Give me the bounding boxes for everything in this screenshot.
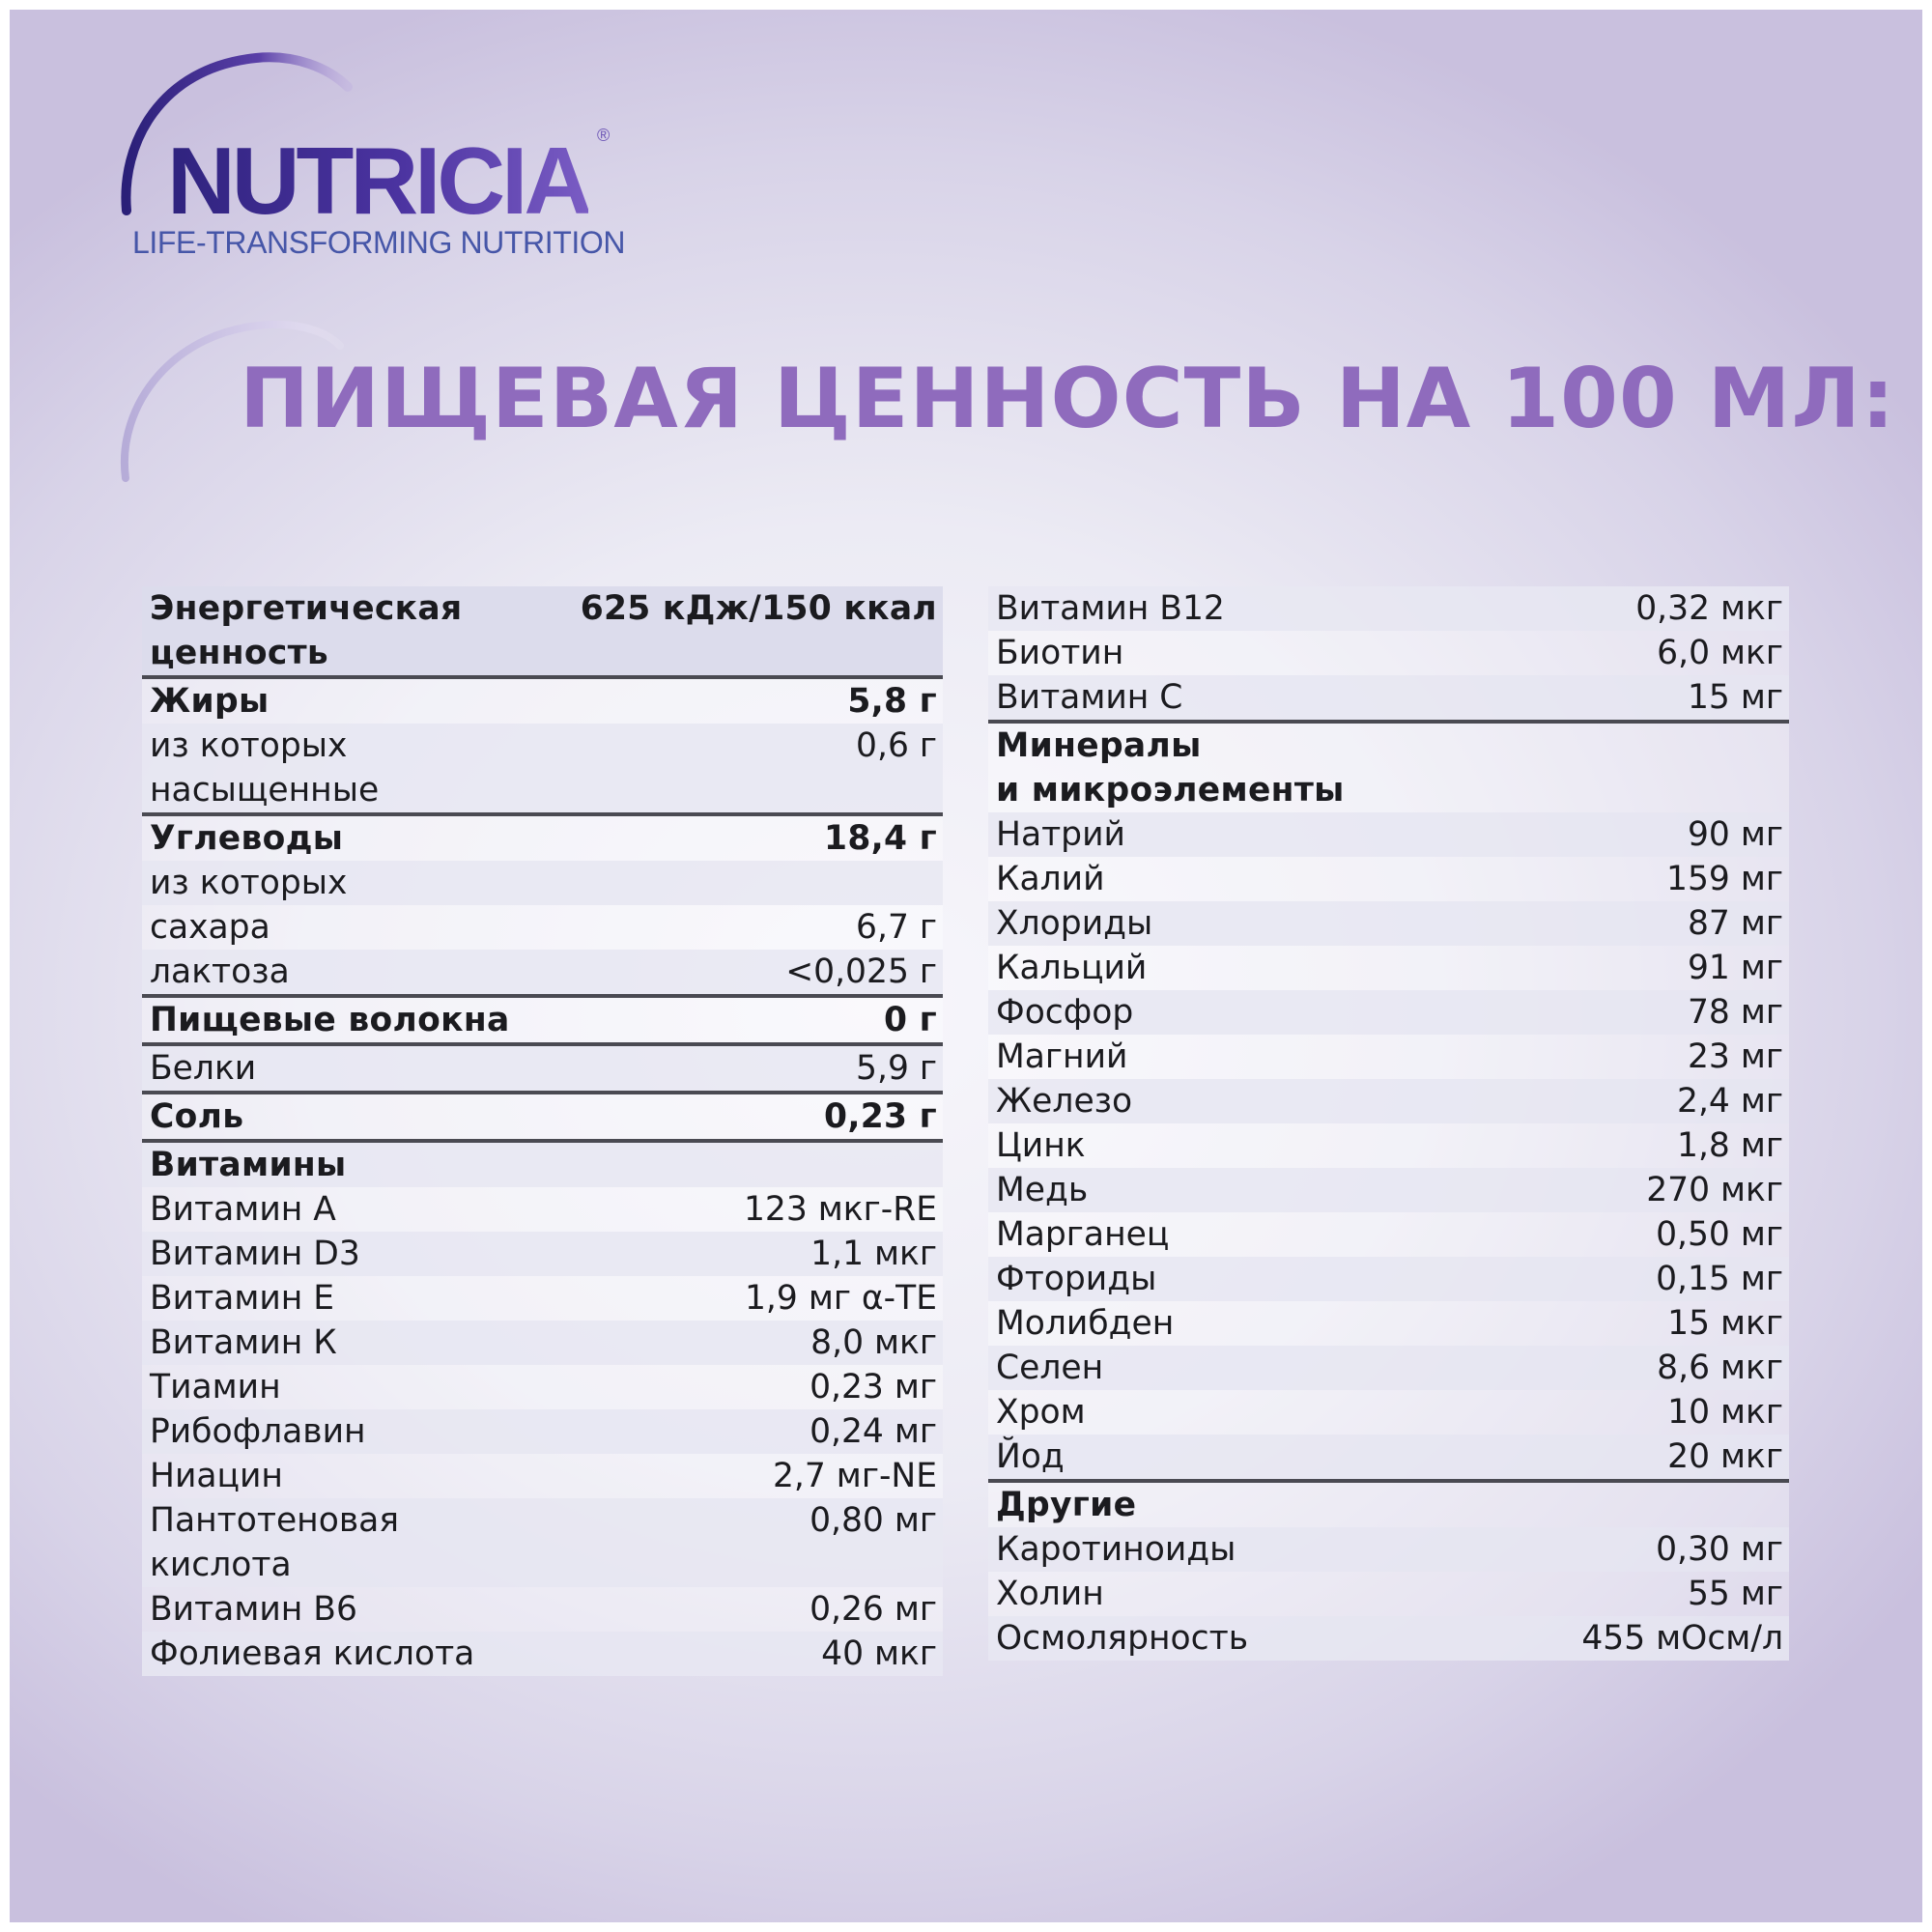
nutrient-value: 159 мг [1666, 860, 1783, 898]
nutrient-value: 455 мОсм/л [1581, 1619, 1783, 1658]
nutrient-label: Холин [996, 1575, 1104, 1613]
nutrient-label: Витамин А [150, 1190, 336, 1229]
nutrition-row [988, 946, 1789, 990]
nutrient-value: 2,7 мг-NE [772, 1457, 937, 1495]
nutrition-row [142, 679, 943, 724]
nutrient-label: сахара [150, 908, 270, 947]
nutrient-value: 625 кДж/150 ккал [580, 589, 937, 628]
nutrient-label: Жиры [150, 682, 270, 721]
nutrition-row [142, 861, 943, 905]
nutrient-value: 0,26 мг [810, 1590, 937, 1629]
nutrient-label: Магний [996, 1037, 1128, 1076]
nutrient-label: Марганец [996, 1215, 1170, 1254]
nutrient-label: Молибден [996, 1304, 1175, 1343]
nutrition-row [142, 1094, 943, 1143]
nutrient-value: 270 мкг [1646, 1171, 1783, 1209]
registered-mark: ® [597, 126, 611, 145]
nutrient-label: Тиамин [150, 1368, 281, 1406]
nutrient-label: Витамины [150, 1146, 347, 1184]
nutrition-row [988, 724, 1789, 812]
nutricia-logo [111, 48, 633, 270]
nutrition-row [988, 1079, 1789, 1123]
nutrition-row [988, 1527, 1789, 1572]
nutrient-label: Калий [996, 860, 1105, 898]
nutrient-value: 0 г [884, 1001, 937, 1039]
nutrient-label: Другие [996, 1486, 1137, 1524]
nutrient-label: Витамин В6 [150, 1590, 357, 1629]
nutrition-row [988, 631, 1789, 675]
nutrient-label: Осмолярность [996, 1619, 1249, 1658]
nutrition-row [988, 1390, 1789, 1435]
nutrient-label: Углеводы [150, 819, 344, 858]
nutrient-label: Витамин К [150, 1323, 337, 1362]
nutrient-label: Железо [996, 1082, 1133, 1121]
nutrient-value: 15 мкг [1667, 1304, 1783, 1343]
nutrition-row [988, 1212, 1789, 1257]
nutrition-row [142, 1187, 943, 1232]
nutrient-label: Хром [996, 1393, 1086, 1432]
nutrient-label: Пантотеновая кислота [150, 1501, 400, 1584]
nutrient-value: 8,0 мкг [810, 1323, 937, 1362]
nutrient-label: Фториды [996, 1260, 1157, 1298]
nutrient-label: Энергетическая ценность [150, 589, 463, 672]
nutrition-row [988, 901, 1789, 946]
nutrition-row [142, 724, 943, 816]
nutrition-row [988, 586, 1789, 631]
nutrient-value: 91 мг [1687, 949, 1783, 987]
nutrient-value: 0,6 г [856, 726, 937, 765]
nutrient-value: 87 мг [1687, 904, 1783, 943]
nutrient-value: 0,23 мг [810, 1368, 937, 1406]
nutrition-row [142, 998, 943, 1046]
nutrient-value: 40 мкг [821, 1634, 937, 1673]
nutrition-row [142, 586, 943, 679]
nutrition-row [142, 1276, 943, 1321]
nutrition-row [142, 905, 943, 950]
nutrient-value: 18,4 г [824, 819, 937, 858]
nutrient-value: 0,50 мг [1656, 1215, 1783, 1254]
nutrition-row [142, 816, 943, 861]
nutrition-row [142, 1454, 943, 1498]
nutrient-value: 5,9 г [856, 1049, 937, 1088]
nutrient-value: 1,9 мг α-ТЕ [744, 1279, 937, 1318]
nutrition-row [142, 1498, 943, 1587]
nutrient-label: Фосфор [996, 993, 1134, 1032]
nutrient-label: Белки [150, 1049, 257, 1088]
nutrition-card [10, 10, 1922, 1922]
nutrient-value: 0,24 мг [810, 1412, 937, 1451]
nutrition-row [988, 1483, 1789, 1527]
nutrient-value: 5,8 г [847, 682, 937, 721]
nutrition-row [988, 1616, 1789, 1661]
nutrient-value: 55 мг [1687, 1575, 1783, 1613]
logo-wordmark: NUTRICIA [167, 128, 589, 234]
nutrient-value: 0,30 мг [1656, 1530, 1783, 1569]
nutrient-label: Медь [996, 1171, 1089, 1209]
nutrition-row [988, 1035, 1789, 1079]
nutrient-value: 1,1 мкг [810, 1235, 937, 1273]
nutrient-label: лактоза [150, 952, 290, 991]
nutrition-row [988, 1123, 1789, 1168]
nutrient-value: 10 мкг [1667, 1393, 1783, 1432]
nutrition-row [988, 857, 1789, 901]
nutrient-label: Витамин В12 [996, 589, 1225, 628]
nutrient-label: Хлориды [996, 904, 1153, 943]
nutrient-label: Йод [996, 1437, 1065, 1476]
nutrient-value: 0,32 мкг [1635, 589, 1783, 628]
nutrition-row [988, 1346, 1789, 1390]
nutrient-label: Минералы и микроэлементы [996, 726, 1345, 810]
nutrition-row [988, 1572, 1789, 1616]
nutrient-value: 20 мкг [1667, 1437, 1783, 1476]
nutrition-row [988, 1257, 1789, 1301]
nutrition-row [988, 1168, 1789, 1212]
nutrient-value: <0,025 г [785, 952, 937, 991]
nutrient-label: Цинк [996, 1126, 1086, 1165]
nutrient-label: Соль [150, 1097, 244, 1136]
nutrient-value: 23 мг [1687, 1037, 1783, 1076]
nutrient-value: 8,6 мкг [1657, 1349, 1783, 1387]
nutrient-value: 6,0 мкг [1657, 634, 1783, 672]
nutrient-value: 1,8 мг [1677, 1126, 1783, 1165]
nutrition-row [142, 1143, 943, 1187]
nutrient-value: 6,7 г [856, 908, 937, 947]
nutrient-value: 78 мг [1687, 993, 1783, 1032]
nutrient-value: 0,80 мг [810, 1501, 937, 1540]
nutrition-row [988, 812, 1789, 857]
nutrient-label: Фолиевая кислота [150, 1634, 475, 1673]
nutrient-label: Рибофлавин [150, 1412, 366, 1451]
nutrient-value: 90 мг [1687, 815, 1783, 854]
nutrient-label: из которых насыщенные [150, 726, 380, 810]
nutrition-row [142, 1587, 943, 1632]
nutrition-row [988, 1435, 1789, 1483]
nutrient-label: Ниацин [150, 1457, 283, 1495]
nutrition-row [142, 1632, 943, 1676]
nutrient-value: 15 мг [1687, 678, 1783, 717]
nutrition-row [142, 1321, 943, 1365]
nutrition-row [142, 1232, 943, 1276]
nutrition-row [988, 990, 1789, 1035]
nutrient-label: Пищевые волокна [150, 1001, 510, 1039]
nutrition-table-right [988, 586, 1789, 1661]
nutrient-value: 123 мкг-RE [743, 1190, 937, 1229]
nutrient-value: 0,23 г [824, 1097, 937, 1136]
nutrition-table-left [142, 586, 943, 1676]
nutrient-label: Кальций [996, 949, 1148, 987]
nutrient-label: Селен [996, 1349, 1104, 1387]
nutrient-value: 2,4 мг [1677, 1082, 1783, 1121]
nutrient-label: Витамин С [996, 678, 1183, 717]
nutrient-label: Витамин Е [150, 1279, 335, 1318]
logo-tagline: LIFE-TRANSFORMING NUTRITION [132, 225, 626, 260]
nutrition-row [142, 1409, 943, 1454]
nutrient-label: из которых [150, 864, 348, 902]
nutrient-label: Каротиноиды [996, 1530, 1236, 1569]
nutrient-label: Витамин D3 [150, 1235, 360, 1273]
nutrition-row [988, 1301, 1789, 1346]
nutrition-row [988, 675, 1789, 724]
nutrition-row [142, 1365, 943, 1409]
page-title: ПИЩЕВАЯ ЦЕННОСТЬ НА 100 МЛ: [240, 351, 1896, 447]
nutrient-value: 0,15 мг [1656, 1260, 1783, 1298]
nutrient-label: Натрий [996, 815, 1125, 854]
nutrient-label: Биотин [996, 634, 1124, 672]
nutrition-row [142, 1046, 943, 1094]
nutrition-row [142, 950, 943, 998]
